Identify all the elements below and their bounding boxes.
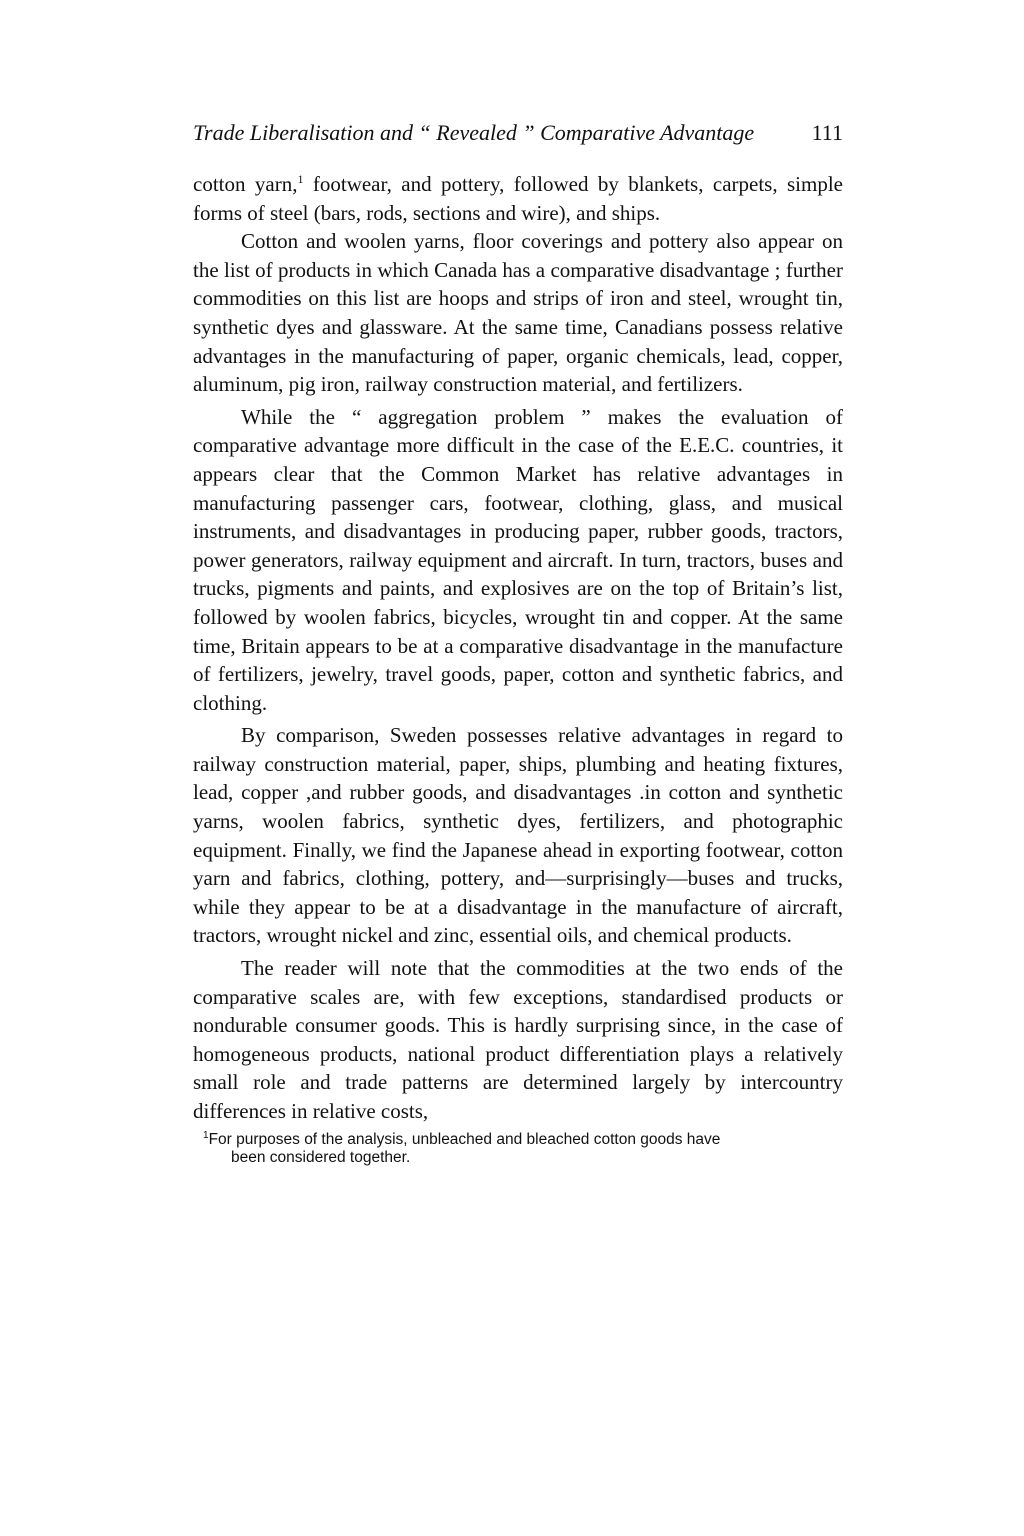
page	[193, 118, 843, 1167]
footnote	[193, 1130, 843, 1167]
paragraph-5: The reader will note that the commodities at the two ends of the comparative scales are, with few exceptions, standardised products or nondurable consumer goods. This is hardly surprising since, in the case of homogeneous products, national product differentiation plays a relatively small role and trade patterns are determined largely by intercountry differences in relative costs,	[193, 956, 843, 1123]
paragraph-1-start: cotton yarn,	[193, 172, 298, 196]
footnote-line-1: For purposes of the analysis, unbleached and bleached cotton goods have	[208, 1130, 721, 1148]
running-head	[193, 118, 843, 148]
paragraph-4: By comparison, Sweden possesses relative advantages in regard to railway construction material, paper, ships, plumbing and heating fixtures, lead, copper ,and rubber goods, and disadvantages .in cotton and synthetic yarns, woolen fabrics, synthetic dyes, fertilizers, and photographic equipment. Finally, we find the Japanese ahead in exporting footwear, cotton yarn and fabrics, clothing, pottery, and—surprisingly—buses and trucks, while they appear to be at a disadvantage in the manufacture of aircraft, tractors, wrought nickel and zinc, essential oils, and chemical products.	[193, 723, 843, 948]
running-head-title: Trade Liberalisation and “ Revealed ” Comparative Advantage	[193, 120, 755, 145]
paragraph-1	[193, 170, 843, 227]
page-number: 111	[811, 120, 843, 145]
footnote-reference: 1	[297, 172, 304, 186]
paragraph-2: Cotton and woolen yarns, floor coverings and pottery also appear on the list of products in which Canada has a comparative disadvantage ; further commodities on this list are hoops and strips of iron and steel, wrought tin, synthetic dyes and glassware. At the same time, Canadians possess relative advantages in the manufacturing of paper, organic chemicals, lead, copper, aluminum, pig iron, railway construction material, and fertilizers.	[193, 229, 843, 397]
paragraph-1-end: footwear, and pottery, followed by blankets, carpets, simple forms of steel (bars, rods, sections and wire), and ships.	[193, 172, 843, 225]
body-text	[193, 170, 843, 1126]
paragraph-3: While the “ aggregation problem ” makes the evaluation of comparative advantage more difficult in the case of the E.E.C. countries, it appears clear that the Common Market has relative advantages in manufacturing passenger cars, footwear, clothing, glass, and musical instruments, and disadvantages in producing paper, rubber goods, tractors, power generators, railway equipment and aircraft. In turn, tractors, buses and trucks, pigments and paints, and explosives are on the top of Britain’s list, followed by woolen fabrics, bicycles, wrought tin and copper. At the same time, Britain appears to be at a comparative disadvantage in the manufacture of fertilizers, jewelry, travel goods, paper, cotton and synthetic fabrics, and clothing.	[193, 404, 843, 715]
footnote-number: 1	[203, 1129, 209, 1141]
footnote-line-2: been considered together.	[231, 1148, 411, 1166]
